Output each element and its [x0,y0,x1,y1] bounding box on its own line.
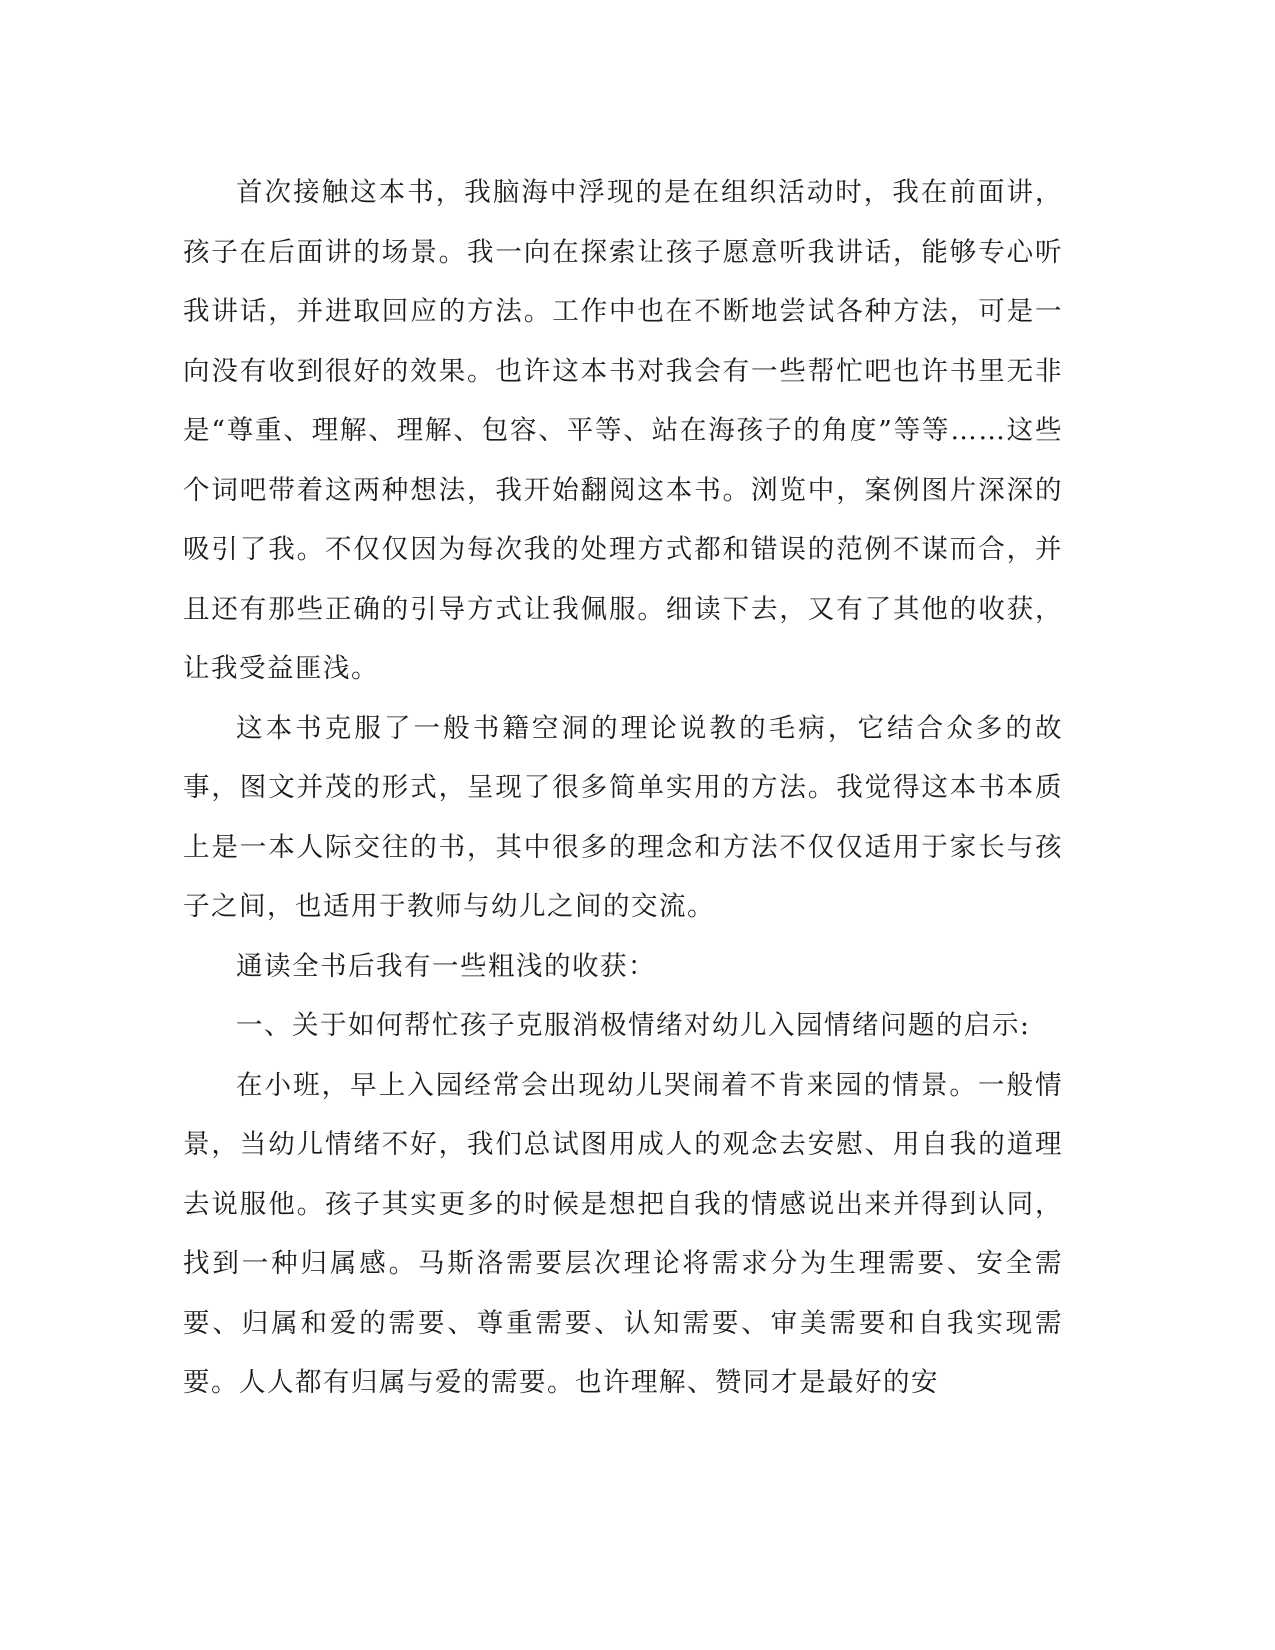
paragraph-1: 首次接触这本书，我脑海中浮现的是在组织活动时，我在前面讲，孩子在后面讲的场景。我一向在探索让孩子愿意听我讲话，能够专心听我讲话，并进取回应的方法。工作中也在不断地尝试各种方法，可是一向没有收到很好的效果。也许这本书对我会有一些帮忙吧也许书里无非是“尊重、理解、理解、包容、平等、站在海孩子的角度”等等……这些个词吧带着这两种想法，我开始翻阅这本书。浏览中，案例图片深深的吸引了我。不仅仅因为每次我的处理方式都和错误的范例不谋而合，并且还有那些正确的引导方式让我佩服。细读下去，又有了其他的收获，让我受益匪浅。 [183,177,1063,684]
body-text [183,163,1063,1413]
paragraph-4: 一、关于如何帮忙孩子克服消极情绪对幼儿入园情绪问题的启示: [236,1010,1031,1041]
paragraph-5: 在小班，早上入园经常会出现幼儿哭闹着不肯来园的情景。一般情景，当幼儿情绪不好，我们总试图用成人的观念去安慰、用自我的道理去说服他。孩子其实更多的时候是想把自我的情感说出来并得到认同，找到一种归属感。马斯洛需要层次理论将需求分为生理需要、安全需要、归属和爱的需要、尊重需要、认知需要、审美需要和自我实现需要。人人都有归属与爱的需要。也许理解、赞同才是最好的安 [183,1069,1063,1398]
paragraph-3: 通读全书后我有一些粗浅的收获： [236,950,656,982]
paragraph-2: 这本书克服了一般书籍空洞的理论说教的毛病，它结合众多的故事，图文并茂的形式，呈现了很多简单实用的方法。我觉得这本书本质上是一本人际交往的书，其中很多的理念和方法不仅仅适用于家长与孩子之间，也适用于教师与幼儿之间的交流。 [183,712,1063,922]
